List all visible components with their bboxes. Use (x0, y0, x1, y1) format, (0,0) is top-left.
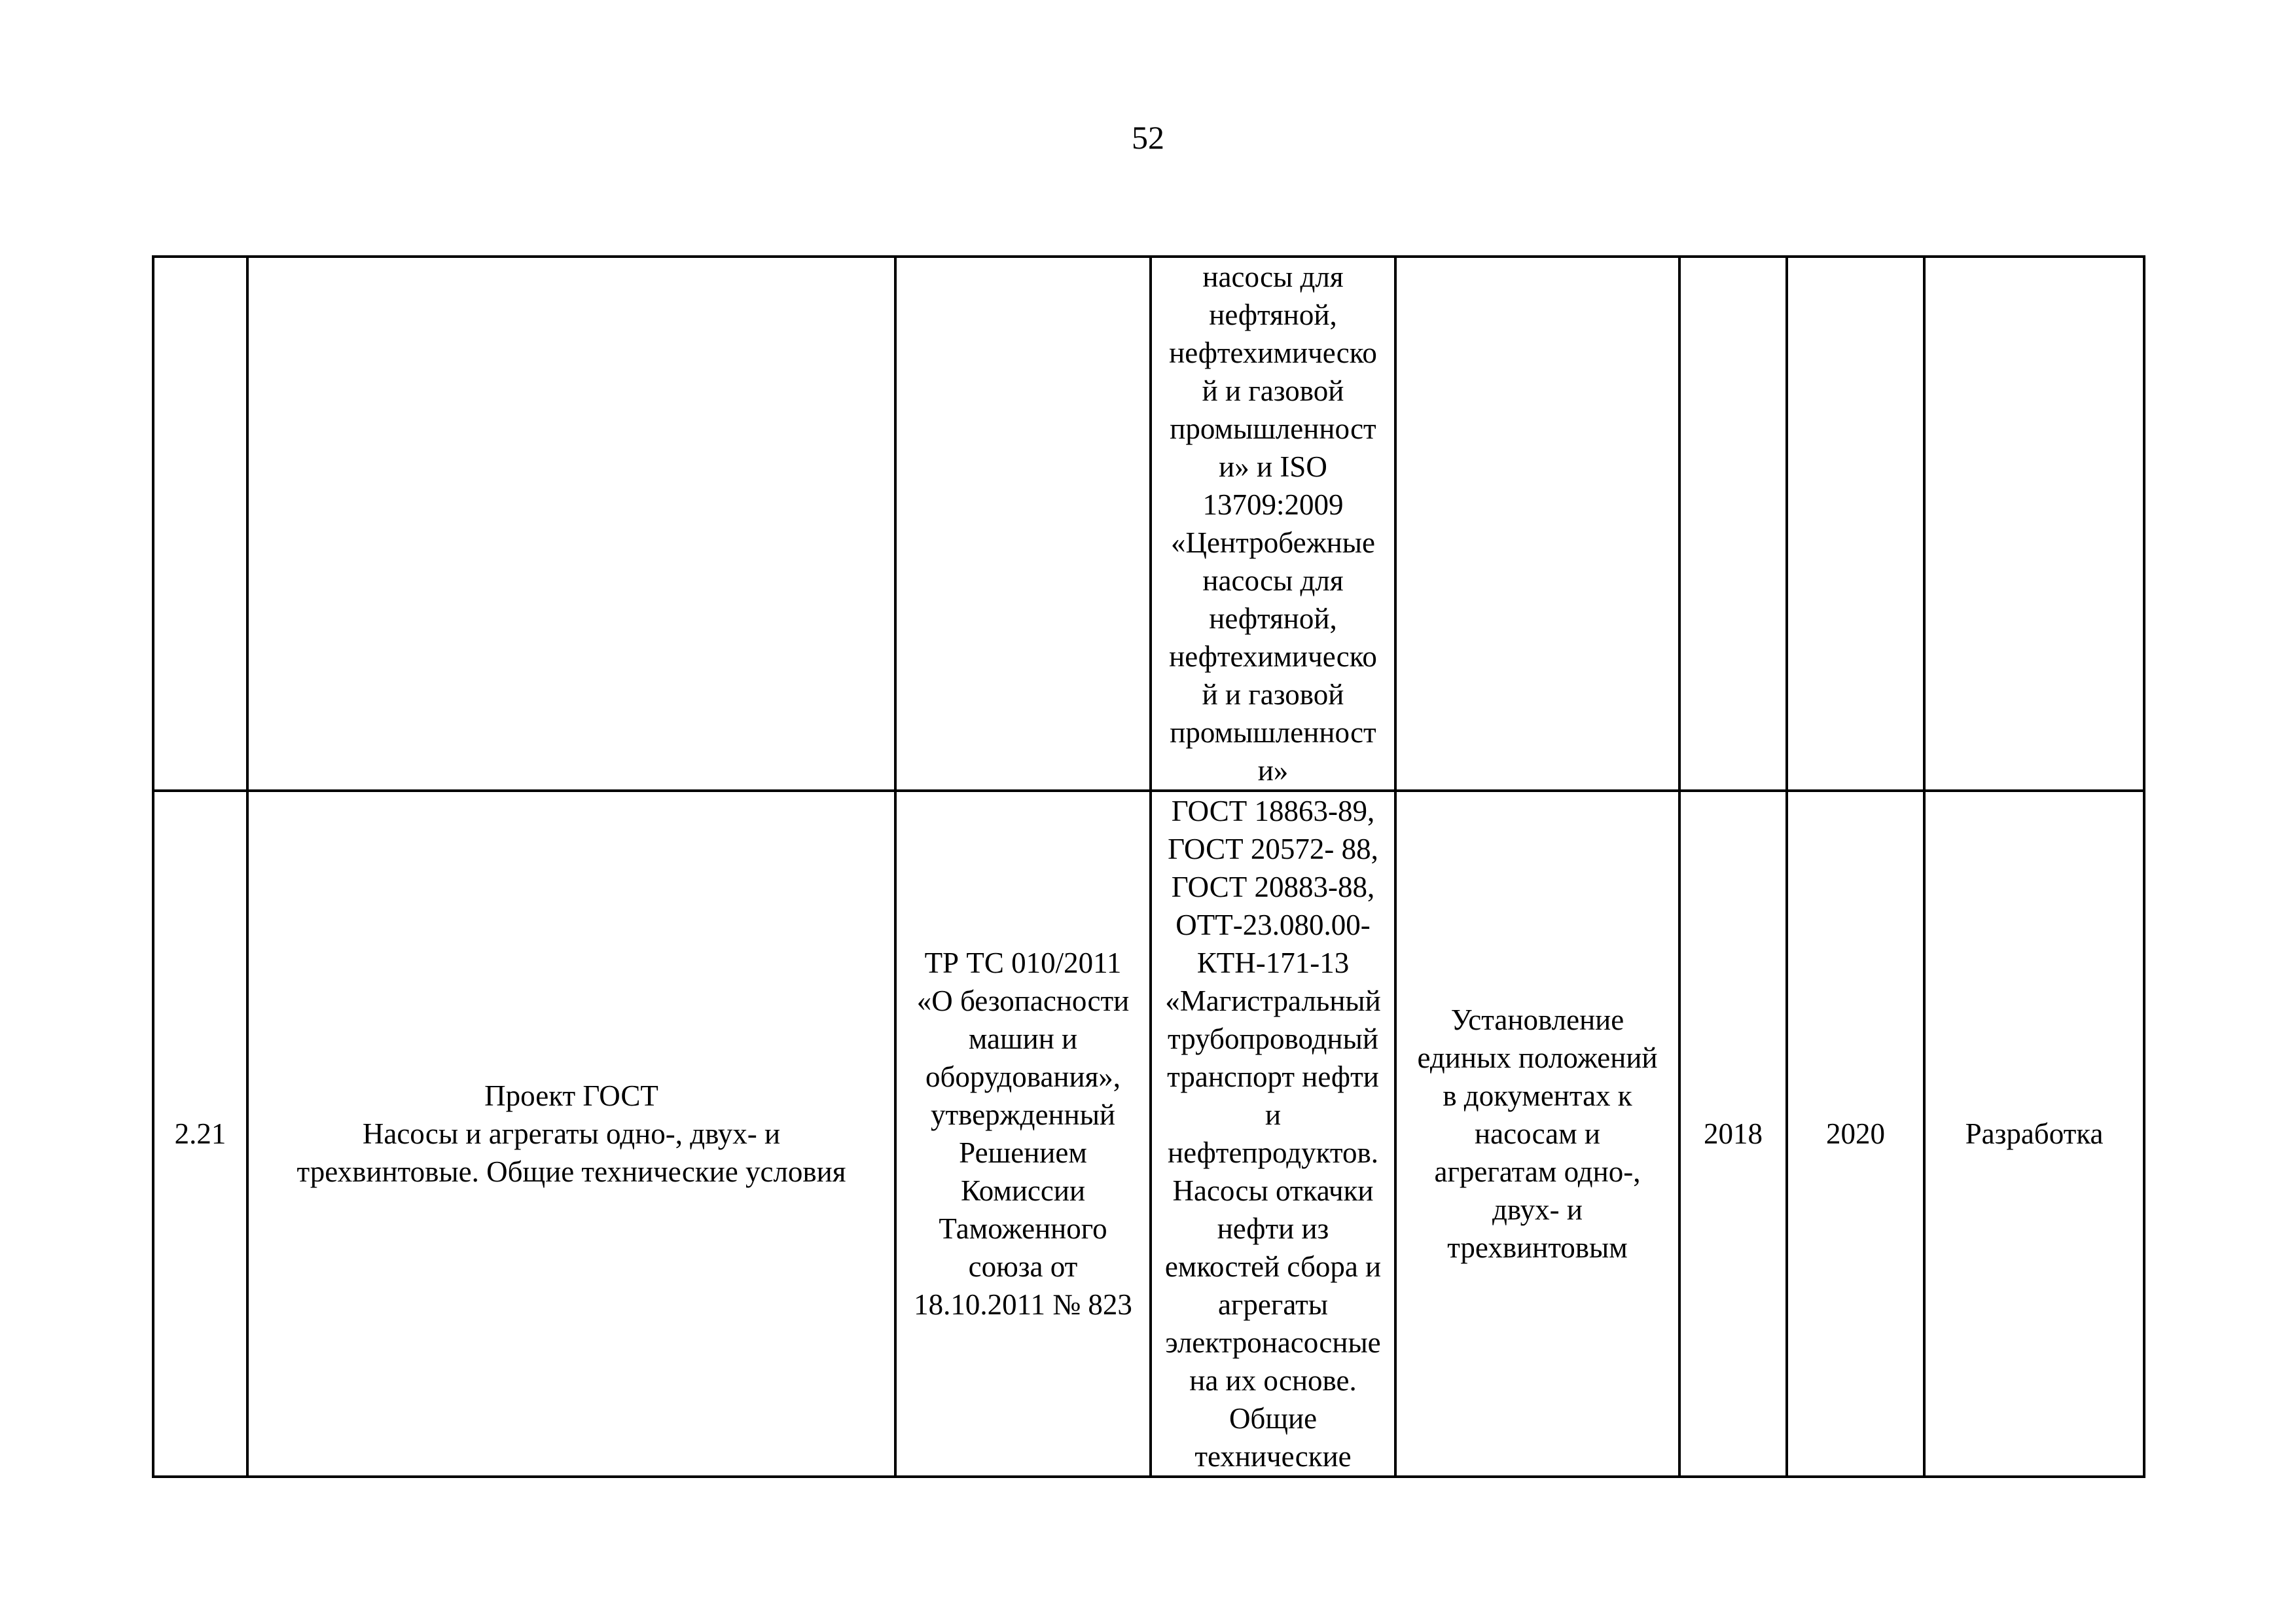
table-row-2-21 (153, 791, 2144, 1477)
basis-line: КТН-171-13 (1196, 947, 1350, 979)
cell-name (247, 257, 895, 791)
regulation-line: Решением (959, 1136, 1087, 1169)
purpose-line: двух- и (1492, 1193, 1583, 1226)
basis-line: агрегаты (1217, 1288, 1329, 1321)
cell-stage: Разработка (1924, 791, 2144, 1477)
cell-number (153, 257, 247, 791)
cell-purpose (1395, 257, 1679, 791)
regulation-line: машин и (968, 1022, 1078, 1055)
name-line: трехвинтовые. Общие технические условия (296, 1155, 846, 1188)
basis-line: ОТТ-23.080.00- (1175, 909, 1371, 941)
basis-line: й и газовой (1202, 678, 1344, 711)
cell-end-year: 2020 (1787, 791, 1924, 1477)
cell-regulation (895, 791, 1151, 1477)
basis-line: насосы для (1202, 564, 1344, 597)
cell-basis (1151, 791, 1395, 1477)
purpose-line: агрегатам одно-, (1434, 1155, 1641, 1188)
basis-line: на их основе. (1189, 1364, 1357, 1397)
name-line: Проект ГОСТ (484, 1079, 658, 1112)
basis-line: й и газовой (1202, 374, 1344, 407)
table-row-continuation (153, 257, 2144, 791)
cell-stage (1924, 257, 2144, 791)
purpose-line: в документах к (1443, 1079, 1632, 1112)
cell-regulation (895, 257, 1151, 791)
basis-line: ГОСТ 20883-88, (1171, 871, 1375, 903)
cell-basis (1151, 257, 1395, 791)
purpose-line: трехвинтовым (1447, 1231, 1628, 1264)
basis-line: ГОСТ 18863-89, (1171, 795, 1375, 827)
basis-line: транспорт нефти (1167, 1060, 1379, 1093)
basis-line: промышленност (1170, 716, 1376, 749)
basis-line: Общие (1229, 1402, 1318, 1435)
basis-line: и» и ISO (1219, 450, 1327, 483)
cell-start-year: 2018 (1679, 791, 1787, 1477)
name-line: Насосы и агрегаты одно-, двух- и (362, 1117, 781, 1150)
basis-line: электронасосные (1165, 1326, 1381, 1359)
basis-line: трубопроводный (1168, 1022, 1378, 1055)
regulation-line: «О безопасности (916, 984, 1130, 1017)
basis-line: 13709:2009 (1202, 488, 1344, 521)
purpose-line: насосам и (1475, 1117, 1600, 1150)
basis-line: промышленност (1170, 412, 1376, 445)
basis-line: и (1265, 1098, 1282, 1131)
regulation-line: утвержденный (930, 1098, 1116, 1131)
basis-line: ГОСТ 20572- 88, (1168, 833, 1378, 865)
regulation-line: ТР ТС 010/2011 (924, 947, 1122, 979)
cell-end-year (1787, 257, 1924, 791)
regulation-line: 18.10.2011 № 823 (914, 1288, 1132, 1321)
basis-line: нефтяной, (1209, 602, 1337, 635)
purpose-line: Установление (1450, 1003, 1624, 1036)
cell-number: 2.21 (153, 791, 247, 1477)
basis-line: технические (1194, 1440, 1352, 1473)
basis-line: нефтепродуктов. (1168, 1136, 1378, 1169)
page-number: 52 (1132, 119, 1164, 156)
basis-line: «Магистральный (1165, 984, 1381, 1017)
cell-name (247, 791, 895, 1477)
regulation-line: Комиссии (960, 1174, 1086, 1207)
basis-line: насосы для (1202, 261, 1344, 293)
regulation-line: союза от (968, 1250, 1078, 1283)
basis-line: нефтехимическо (1169, 336, 1377, 369)
regulation-line: Таможенного (939, 1212, 1107, 1245)
basis-line: «Центробежные (1171, 526, 1375, 559)
basis-line: и» (1257, 754, 1289, 787)
cell-start-year (1679, 257, 1787, 791)
basis-line: емкостей сбора и (1164, 1250, 1382, 1283)
basis-line: нефтяной, (1209, 298, 1337, 331)
basis-line: нефтехимическо (1169, 640, 1377, 673)
cell-purpose (1395, 791, 1679, 1477)
basis-line: нефти из (1217, 1212, 1329, 1245)
basis-line: Насосы откачки (1172, 1174, 1374, 1207)
purpose-line: единых положений (1417, 1041, 1658, 1074)
standards-plan-table (152, 255, 2145, 1478)
regulation-line: оборудования», (925, 1060, 1121, 1093)
